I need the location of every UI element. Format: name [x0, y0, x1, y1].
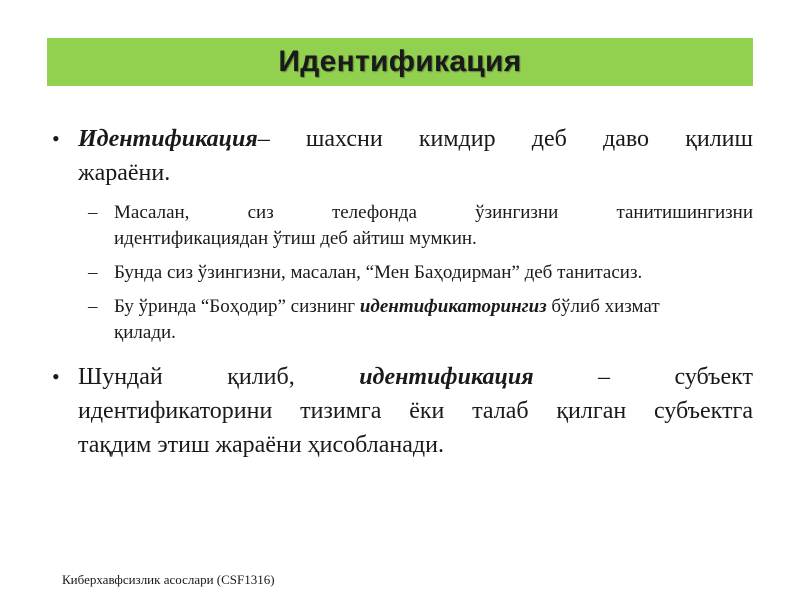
- sub-item-3-after: бўлиб хизмат: [546, 296, 660, 317]
- bullet-1-line-1: [78, 122, 753, 156]
- sub-item-1-line-2: идентификациядан ўтиш деб айтиш мумкин.: [114, 228, 477, 249]
- bullet-1-line-2: жараёни.: [78, 160, 171, 186]
- bullet-2-before: Шундай қилиб,: [78, 364, 360, 390]
- bullet-2-line-1: [78, 360, 753, 394]
- dash-marker: –: [88, 202, 98, 223]
- sub-item-3: [50, 294, 753, 346]
- sub-item-1-line-1: Масалан, сиз телефонда ўзингизни танитишингизни: [114, 202, 753, 223]
- slide-content: [50, 122, 753, 462]
- sub-item-3-before: Бу ўринда “Боҳодир” сизнинг: [114, 296, 360, 317]
- bullet-2-line-3: тақдим этиш жараёни ҳисобланади.: [78, 432, 444, 458]
- title-bar: [47, 38, 753, 86]
- bullet-marker: •: [52, 126, 60, 151]
- bullet-item-1: [50, 122, 753, 190]
- dash-marker: –: [88, 296, 98, 317]
- dash-marker: –: [88, 262, 98, 283]
- bullet-2-after: – субъект: [533, 364, 754, 390]
- sub-item-2-line-1: Бунда сиз ўзингизни, масалан, “Мен Баҳодирман” деб танитасиз.: [114, 262, 643, 283]
- sub-list: [50, 200, 753, 346]
- bullet-1-term: Идентификация: [78, 126, 258, 152]
- bullet-2-line-2: идентификаторини тизимга ёки талаб қилган субъектга: [78, 398, 753, 424]
- bullet-item-2: [50, 360, 753, 462]
- bullet-2-term: идентификация: [359, 364, 534, 390]
- sub-item-1: [50, 200, 753, 252]
- sub-item-3-line-2: қилади.: [114, 322, 176, 343]
- sub-item-2: [50, 260, 753, 286]
- bullet-1-line-1-rest: – шахсни кимдир деб даво қилиш: [257, 126, 753, 152]
- slide-title: Идентификация: [278, 45, 522, 78]
- bullet-marker: •: [52, 364, 60, 389]
- footer-course-label: Киберхавфсизлик асослари (CSF1316): [62, 572, 275, 587]
- sub-item-3-term: идентификаторингиз: [359, 296, 547, 317]
- sub-item-3-line-1: [114, 296, 660, 317]
